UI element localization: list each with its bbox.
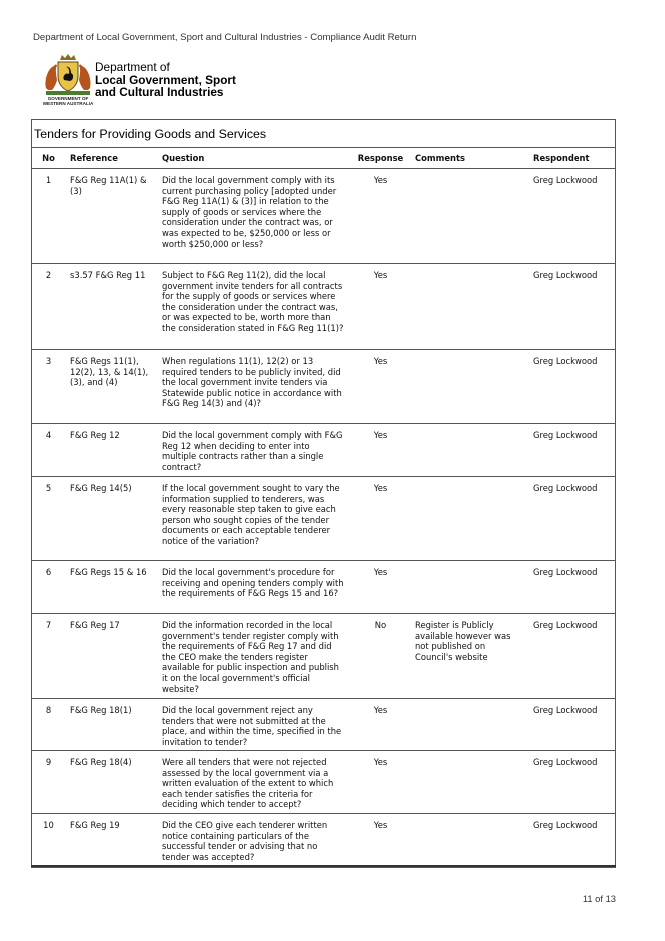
row-reference: F&G Reg 11A(1) & (3) [70,175,147,196]
row-comments [411,169,529,264]
row-question: Did the local government comply with F&G Reg 12 when deciding to enter into multiple contracts rather than a single contract? [162,430,343,472]
row-respondent: Greg Lockwood [533,356,598,366]
row-reference: F&G Regs 15 & 16 [70,567,147,577]
row-no: 3 [45,356,52,366]
row-question: Did the local government's procedure for receiving and opening tenders comply with the requirements of F&G Regs 15 and 16? [162,567,344,599]
row-no: 1 [45,175,52,185]
row-reference: F&G Reg 19 [70,820,120,830]
row-question: Were all tenders that were not rejected assessed by the local government via a written evaluation of the extent to which each tender satisfies the criteria for deciding which tender to accept? [162,757,334,810]
table-row [31,699,616,751]
row-respondent: Greg Lockwood [533,175,598,185]
row-comments [411,477,529,561]
row-question: If the local government sought to vary the information supplied to tenderers, was every reasonable step taken to give each person who sought copies of the tender documents or each acceptable tenderer notice of the variation? [162,483,340,546]
table-row [31,350,616,424]
row-question: Did the local government reject any tenders that were not submitted at the place, and within the time, specified in the invitation to tender? [162,705,342,747]
logo-caption-line-1: GOVERNMENT OF [47,96,89,101]
logo-caption [36,96,100,106]
row-respondent: Greg Lockwood [533,620,598,630]
column-header-comments: Comments [415,153,465,163]
row-question: When regulations 11(1), 12(2) or 13 required tenders to be publicly invited, did the local government invite tenders via Statewide public notice in accordance with F&G Reg 14(3) and (4)? [162,356,342,409]
row-reference: s3.57 F&G Reg 11 [70,270,146,280]
row-respondent: Greg Lockwood [533,820,598,830]
row-response: Yes [373,820,388,830]
row-no: 4 [45,430,52,440]
row-comments [411,264,529,350]
row-response: Yes [373,175,388,185]
column-header-response: Response [357,153,404,163]
row-question: Subject to F&G Reg 11(2), did the local government invite tenders for all contracts for the supply of goods or services where the consideration under the contract was, or was expected to be, worth more than the consideration stated in F&G Reg 11(1)? [162,270,344,333]
row-respondent: Greg Lockwood [533,757,598,767]
row-no: 9 [45,757,52,767]
row-comments [411,751,529,814]
row-comments [411,350,529,424]
row-question: Did the information recorded in the local government's tender register comply with the requirements of F&G Reg 17 and did the CEO make the tenders register available for public inspection and publish it on the local government's official website? [162,620,339,694]
logo-caption-line-2: WESTERN AUSTRALIA [42,101,94,106]
column-header-no: No [42,153,55,163]
crest-icon [38,54,98,98]
column-header-respondent: Respondent [533,153,590,163]
row-reference: F&G Reg 17 [70,620,120,630]
row-respondent: Greg Lockwood [533,705,598,715]
row-question: Did the CEO give each tenderer written notice containing particulars of the successful tender or advising that no tender was accepted? [162,820,328,862]
row-response: No [374,620,387,630]
row-response: Yes [373,356,388,366]
row-reference: F&G Reg 18(1) [70,705,132,715]
row-no: 10 [43,820,54,830]
column-header-question: Question [162,153,205,163]
table-row [31,561,616,614]
row-reference: F&G Reg 18(4) [70,757,132,767]
department-name-line-3: and Cultural Industries [95,85,224,99]
row-reference: F&G Reg 12 [70,430,120,440]
row-respondent: Greg Lockwood [533,270,598,280]
row-response: Yes [373,430,388,440]
row-response: Yes [373,567,388,577]
row-no: 5 [45,483,52,493]
column-header-reference: Reference [70,153,118,163]
department-name [95,61,236,99]
department-name-line-2: Local Government, Sport [95,72,236,87]
compliance-table [31,147,616,867]
department-name-line-1: Department of [95,60,170,74]
row-reference: F&G Regs 11(1), 12(2), 13, & 14(1), (3), and (4) [70,356,149,388]
row-respondent: Greg Lockwood [533,483,598,493]
row-no: 8 [45,705,52,715]
table-row [31,424,616,477]
row-comments [411,561,529,614]
row-comments [411,424,529,477]
table-row [31,169,616,264]
table-header-row [31,148,616,169]
row-response: Yes [373,483,388,493]
row-no: 6 [45,567,52,577]
row-response: Yes [373,270,388,280]
row-respondent: Greg Lockwood [533,430,598,440]
table-row [31,751,616,814]
table-row [31,614,616,699]
row-response: Yes [373,705,388,715]
document-header: Department of Local Government, Sport and Cultural Industries - Compliance Audit Return [33,32,417,43]
row-question: Did the local government comply with its current purchasing policy [adopted under F&G Reg 11A(1) & (3)] in relation to the supply of goods or services where the consideration under the contract was, or was expected to be, $250,000 or less or worth $250,000 or less? [162,175,337,249]
row-no: 7 [45,620,52,630]
page-number: 11 of 13 [582,893,616,904]
row-reference: F&G Reg 14(5) [70,483,132,493]
row-comments: Register is Publicly available however was not published on Council's website [415,620,511,662]
section-title: Tenders for Providing Goods and Services [34,127,267,141]
table-row [31,814,616,866]
row-no: 2 [45,270,52,280]
row-response: Yes [373,757,388,767]
row-respondent: Greg Lockwood [533,567,598,577]
table-row [31,264,616,350]
table-row [31,477,616,561]
row-comments [411,814,529,866]
row-comments [411,699,529,751]
